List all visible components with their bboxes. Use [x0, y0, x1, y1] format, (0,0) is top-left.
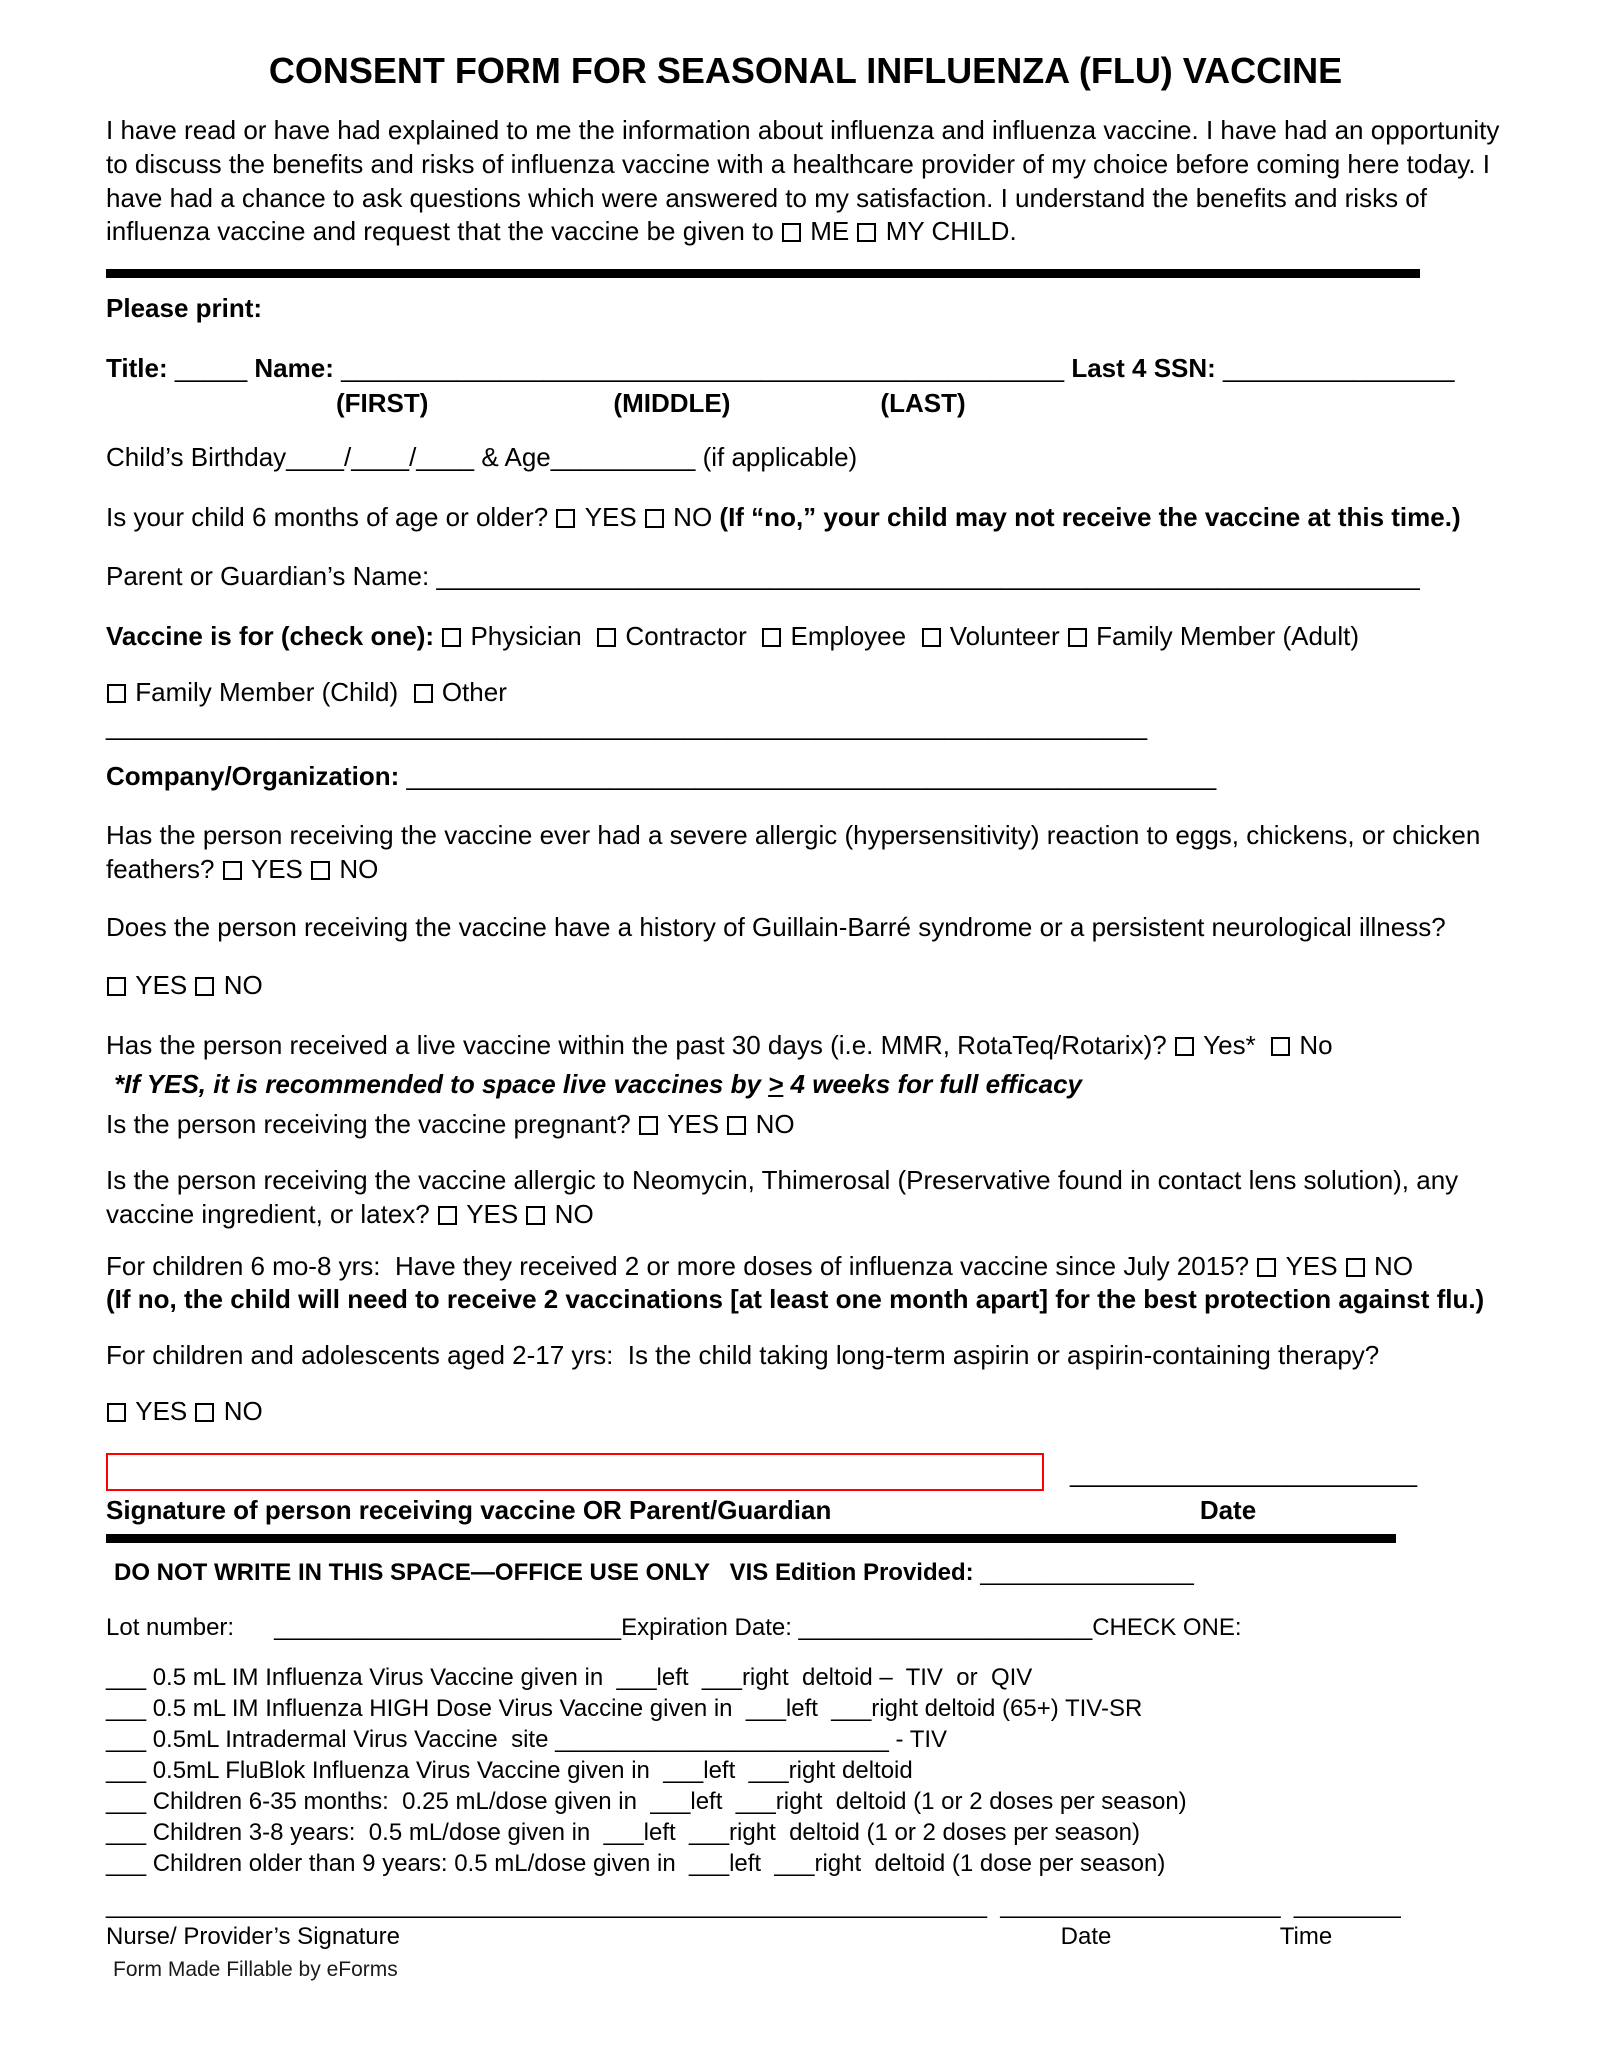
- text-segment: *If YES, it is recommended to space live vaccines by: [114, 1069, 769, 1100]
- checkbox-icon: [1346, 1258, 1365, 1277]
- checkbox-label: YES: [128, 969, 188, 1000]
- checkbox-yes[interactable]: [638, 1109, 719, 1139]
- middle-name-label: (MIDDLE): [613, 387, 731, 418]
- section-divider-top: [106, 269, 1420, 278]
- checkbox-family-member-adult[interactable]: [1067, 621, 1359, 651]
- text-segment: CHECK ONE:: [1092, 1613, 1242, 1641]
- vaccine-option-row[interactable]: ___ 0.5 mL IM Influenza HIGH Dose Virus Vaccine given in ___left ___right deltoid (65+) TIV-SR: [106, 1695, 1143, 1723]
- checkbox-no[interactable]: [194, 970, 262, 1000]
- signature-row: [106, 1453, 1505, 1491]
- text-segment: Expiration Date: ______________________: [621, 1613, 1093, 1641]
- checkbox-icon: [107, 684, 126, 703]
- checkbox-label: Employee: [783, 621, 907, 652]
- text-segment: Has the person receiving the vaccine ever had a severe allergic (hypersensitivity) reaction to eggs, chickens, or chicken feathers?: [106, 820, 1488, 885]
- checkbox-icon: [223, 861, 242, 880]
- checkbox-label: ME: [803, 216, 850, 247]
- checkbox-yes[interactable]: [555, 502, 636, 532]
- text-segment: ________________: [1223, 352, 1455, 383]
- text-segment: For children and adolescents aged 2-17 yrs: Is the child taking long-term aspirin or aspirin-containing therapy?: [106, 1340, 1380, 1371]
- checkbox-label: YES: [128, 1395, 188, 1426]
- checkbox-icon: [195, 977, 214, 996]
- text-segment: Has the person received a live vaccine within the past 30 days (i.e. MMR, RotaTeq/Rotarix)?: [106, 1029, 1174, 1060]
- vaccine-for-line-1: [106, 620, 1505, 654]
- checkbox-yes[interactable]: [106, 970, 187, 1000]
- question-live-vaccine: [106, 1029, 1505, 1063]
- text-segment: Title:: [106, 352, 175, 383]
- text-segment: _____: [174, 352, 255, 383]
- text-segment: [906, 621, 920, 651]
- checkbox-no[interactable]: [310, 854, 378, 884]
- checkbox-no[interactable]: [1345, 1251, 1413, 1281]
- vaccine-option-row[interactable]: ___ Children 6-35 months: 0.25 mL/dose given in ___left ___right deltoid (1 or 2 doses per season): [106, 1787, 1187, 1815]
- checkbox-no[interactable]: [194, 1396, 262, 1426]
- checkbox-icon: [922, 628, 941, 647]
- provider-signature-label: Nurse/ Provider’s Signature: [106, 1922, 400, 1950]
- office-use-section: [106, 1557, 1505, 1951]
- checkbox-icon: [438, 1206, 457, 1225]
- checkbox-icon: [727, 1116, 746, 1135]
- checkbox-label: YES: [458, 1198, 519, 1229]
- text-segment: [1338, 1251, 1345, 1281]
- vaccine-option-row[interactable]: ___ 0.5 mL IM Influenza Virus Vaccine given in ___left ___right deltoid – TIV or QIV: [106, 1664, 1033, 1692]
- text-segment: [1060, 621, 1067, 651]
- child-age-question: [106, 501, 1505, 535]
- checkbox-icon: [639, 1116, 658, 1135]
- vaccine-for-line-2: [106, 676, 1505, 744]
- please-print-label: [106, 292, 1505, 326]
- text-segment: DO NOT WRITE IN THIS SPACE—OFFICE USE ONLY: [114, 1558, 730, 1586]
- provider-signature-blanks[interactable]: __________________________________________________________________ _____________________ ________: [106, 1891, 1401, 1919]
- checkbox-icon: [1175, 1037, 1194, 1056]
- checkbox-icon: [782, 223, 801, 242]
- checkbox-volunteer[interactable]: [921, 621, 1060, 651]
- child-birthday-line: [106, 441, 1505, 475]
- text-segment: Company/Organization:: [106, 760, 407, 791]
- text-segment: Parent or Guardian’s Name: ____________________________________________________________________: [106, 561, 1420, 592]
- checkbox-icon: [107, 977, 126, 996]
- text-segment: ________________________________________________________: [406, 760, 1217, 791]
- checkbox-label: Volunteer: [942, 621, 1060, 652]
- checkbox-icon: [311, 861, 330, 880]
- live-vaccine-note: [106, 1068, 1505, 1102]
- question-pregnant: [106, 1108, 1505, 1142]
- checkbox-no[interactable]: [525, 1199, 593, 1229]
- signature-labels-row: [106, 1495, 1505, 1526]
- checkbox-yes[interactable]: [106, 1396, 187, 1426]
- signature-label: Signature of person receiving vaccine OR Parent/Guardian: [106, 1494, 832, 1525]
- vaccine-option-row[interactable]: ___ 0.5mL Intradermal Virus Vaccine site _________________________ - TIV: [106, 1726, 948, 1753]
- text-segment: Does the person receiving the vaccine have a history of Guillain-Barré syndrome or a persistent neurological illness?: [106, 911, 1446, 942]
- question-aspirin-answers: [106, 1395, 1505, 1429]
- section-divider-office: [106, 1534, 1396, 1543]
- checkbox-icon: [1257, 1258, 1276, 1277]
- text-segment: I have read or have had explained to me the information about influenza and influenza vaccine. I have had an opportunity to discuss the benefits and risks of influenza vaccine with a healthcare provider of my choice before coming here today. I have had a chance to ask questions which were answered to my satisfaction. I understand the benefits and risks of influenza vaccine and request that the vaccine be given to: [106, 115, 1507, 247]
- text-segment: Lot number: __________________________: [106, 1613, 622, 1641]
- checkbox-label: NO: [216, 1395, 263, 1426]
- checkbox-label: NO: [1366, 1250, 1414, 1281]
- guardian-name-line: [106, 560, 1505, 594]
- text-segment: Name:: [254, 352, 342, 383]
- office-time-label: Time: [1279, 1922, 1333, 1950]
- text-segment: Please print:: [106, 293, 263, 324]
- first-name-label: (FIRST): [336, 387, 429, 418]
- text-segment: Is the person receiving the vaccine allergic to Neomycin, Thimerosal (Preservative found in contact lens solution), any vaccine ingredient, or latex?: [106, 1164, 1466, 1229]
- text-segment: [747, 621, 761, 651]
- eforms-footer-note: Form Made Fillable by eForms: [113, 1958, 398, 1981]
- children-doses-note: [106, 1283, 1505, 1317]
- checkbox-no[interactable]: [726, 1109, 794, 1139]
- checkbox-no[interactable]: [644, 502, 712, 532]
- text-segment: >: [768, 1069, 784, 1100]
- checkbox-label: YES: [243, 854, 303, 885]
- checkbox-yes[interactable]: [437, 1199, 518, 1229]
- checkbox-icon: [857, 223, 876, 242]
- checkbox-employee[interactable]: [761, 621, 906, 651]
- checkbox-family-member-child[interactable]: [106, 677, 398, 707]
- checkbox-label: NO: [665, 501, 713, 532]
- signature-field[interactable]: [106, 1453, 1044, 1491]
- checkbox-yes[interactable]: [222, 854, 303, 884]
- checkbox-label: NO: [748, 1109, 795, 1140]
- text-segment: Is the person receiving the vaccine pregnant?: [106, 1109, 638, 1140]
- checkbox-icon: [442, 628, 461, 647]
- checkbox-other[interactable]: [413, 677, 507, 707]
- checkbox-icon: [107, 1403, 126, 1422]
- checkbox-label: Other: [434, 676, 507, 707]
- text-segment: __________________________________________________: [341, 352, 1072, 383]
- question-children-doses-block: [106, 1250, 1505, 1318]
- checkbox-label: Family Member (Child): [128, 676, 399, 707]
- text-segment: For children 6 mo-8 yrs: Have they received 2 or more doses of influenza vaccine since July 2015?: [106, 1250, 1257, 1281]
- text-segment: VIS Edition Provided:: [729, 1558, 981, 1586]
- checkbox-icon: [762, 628, 781, 647]
- checkbox-icon: [1271, 1037, 1290, 1056]
- checkbox-me[interactable]: [781, 216, 849, 246]
- checkbox-label: MY CHILD: [878, 216, 1010, 247]
- text-segment: [637, 502, 644, 532]
- office-use-header: [106, 1557, 1505, 1588]
- name-sublabels: [106, 388, 1505, 419]
- text-segment: [398, 677, 412, 707]
- checkbox-physician[interactable]: [441, 621, 582, 651]
- checkbox-label: No: [1292, 1029, 1333, 1060]
- text-segment: Child’s Birthday____/____/____ & Age__________ (if applicable): [106, 441, 858, 472]
- provider-labels-row: [106, 1923, 1505, 1951]
- checkbox-icon: [414, 684, 433, 703]
- text-segment: 4 weeks for full efficacy: [783, 1069, 1082, 1100]
- checkbox-icon: [597, 628, 616, 647]
- last-name-label: (LAST): [880, 387, 966, 418]
- checkbox-icon: [526, 1206, 545, 1225]
- text-segment: Vaccine is for (check one):: [106, 621, 442, 652]
- vaccine-option-row[interactable]: ___ Children older than 9 years: 0.5 mL/dose given in ___left ___right deltoid (1 dose per season): [106, 1849, 1166, 1877]
- text-segment: Last 4 SSN:: [1071, 352, 1224, 383]
- checkbox-label: YES: [1278, 1250, 1338, 1281]
- checkbox-label: NO: [332, 854, 379, 885]
- checkbox-icon: [556, 509, 575, 528]
- checkbox-my-child[interactable]: [856, 216, 1009, 246]
- date-field[interactable]: ________________________: [1070, 1457, 1418, 1488]
- checkbox-label: NO: [547, 1198, 594, 1229]
- checkbox-no[interactable]: [1270, 1030, 1332, 1060]
- company-organization-line: [106, 760, 1505, 794]
- vaccine-option-row[interactable]: ___ Children 3-8 years: 0.5 mL/dose given in ___left ___right deltoid (1 or 2 doses per season): [106, 1818, 1140, 1846]
- lot-expiration-line: [106, 1612, 1505, 1643]
- question-eggs-allergy: [106, 819, 1505, 887]
- text-segment: ________________: [980, 1558, 1194, 1586]
- form-title: CONSENT FORM FOR SEASONAL INFLUENZA (FLU) VACCINE: [268, 50, 1343, 91]
- question-guillain-barre-answers: [106, 969, 1505, 1003]
- text-segment: Is your child 6 months of age or older?: [106, 501, 556, 532]
- text-segment: (If no, the child will need to receive 2 vaccinations [at least one month apart] for the best protection against flu.): [106, 1284, 1485, 1315]
- question-allergic-ingredients: [106, 1164, 1505, 1232]
- name-ssn-line: [106, 352, 1505, 386]
- office-date-label: Date: [1060, 1922, 1112, 1950]
- checkbox-label: YES: [577, 501, 637, 532]
- vaccine-options-list: [106, 1663, 1505, 1880]
- checkbox-label: Yes*: [1195, 1029, 1256, 1060]
- checkbox-label: NO: [216, 969, 263, 1000]
- date-label: Date: [1199, 1494, 1257, 1525]
- text-segment: [1256, 1030, 1270, 1060]
- checkbox-icon: [195, 1403, 214, 1422]
- question-children-doses: [106, 1250, 1505, 1284]
- vaccine-option-row[interactable]: ___ 0.5mL FluBlok Influenza Virus Vaccine given in ___left ___right deltoid: [106, 1756, 913, 1784]
- text-segment: (If “no,” your child may not receive the vaccine at this time.): [719, 501, 1461, 532]
- checkbox-contractor[interactable]: [596, 621, 747, 651]
- question-guillain-barre: [106, 911, 1505, 945]
- text-segment: [582, 621, 596, 651]
- checkbox-label: YES: [659, 1109, 720, 1140]
- question-aspirin: [106, 1339, 1505, 1373]
- text-segment: ________________________________________________________________________: [106, 676, 1148, 741]
- checkbox-label: Family Member (Adult): [1088, 621, 1360, 652]
- checkbox-icon: [645, 509, 664, 528]
- checkbox-yes[interactable]: [1256, 1251, 1337, 1281]
- checkbox-label: Contractor: [618, 621, 747, 652]
- intro-paragraph: [106, 114, 1505, 249]
- text-segment: .: [1009, 216, 1017, 247]
- checkbox-label: Physician: [463, 621, 582, 652]
- checkbox-icon: [1068, 628, 1087, 647]
- checkbox-yes[interactable]: [1174, 1030, 1256, 1060]
